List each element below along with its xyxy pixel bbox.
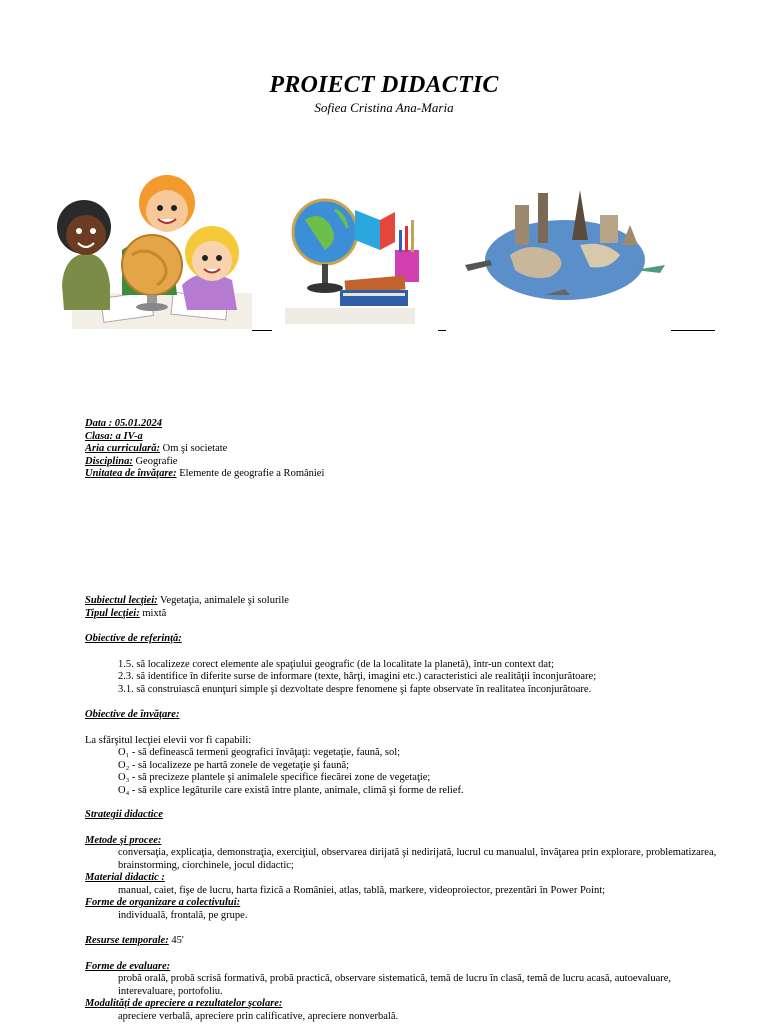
evaluation-forms-label: Forme de evaluare: [85, 960, 171, 972]
evaluation-forms-value: probă orală, probă scrisă formativă, probă practică, observare sistematică, temă de lucru în clasă, temă de lucru acasă, autoevaluare, interevaluare, portofoliu. [118, 973, 672, 997]
learning-objectives-intro: La sfârşitul lecţiei elevii vor fi capabili: [85, 734, 252, 746]
assessment-methods-value: apreciere verbală, apreciere prin calificative, apreciere nonverbală. [118, 1010, 399, 1022]
material-value: manual, caiet, fişe de lucru, harta fizică a României, atlas, tablă, markere, videoproiector, prezentări în Power Point; [118, 884, 606, 896]
reference-objective-item: 2.3. să identifice în diferite surse de informare (texte, hărţi, imagini etc.) caracteristici ale realităţii înconjurătoare; [118, 671, 597, 682]
curricular-area-label: Aria curriculară: [85, 443, 160, 454]
lesson-info-block [85, 418, 725, 481]
globe-books-supplies-illustration [285, 190, 435, 330]
lesson-type-label: Tipul lecţiei: [85, 607, 140, 619]
methods-label: Metode şi procee: [85, 834, 162, 846]
learning-objectives-heading: Obiective de învăţare: [85, 709, 180, 720]
author-name: Sofiea Cristina Ana-Maria [314, 100, 454, 115]
organization-forms-value: individuală, frontală, pe grupe. [118, 909, 248, 921]
document-title: PROIECT DIDACTIC [269, 72, 499, 98]
strategies-heading: Strategii didactice [85, 809, 163, 820]
children-with-globe-illustration [52, 165, 252, 330]
learning-unit-value: Elemente de geografie a României [176, 468, 325, 479]
organization-forms-label: Forme de organizare a colectivului: [85, 897, 241, 908]
reference-objective-item: 1.5. să localizeze corect elemente ale spaţiului geografic (de la localitate la planetă), într-un context dat; [118, 658, 554, 670]
learning-objective-item: O₄ - să explice legăturile care există între plante, animale, climă şi forme de relief. [118, 784, 464, 796]
reference-objectives-heading: Obiective de referinţă: [85, 633, 182, 644]
discipline-label: Disciplina: [85, 455, 133, 467]
curricular-area-value: Om şi societate [159, 443, 228, 454]
lesson-details-block [85, 595, 725, 797]
time-resources-value: 45' [168, 935, 184, 946]
learning-objective-item: O₂ - să localizeze pe hartă zonele de vegetaţie şi faună; [118, 759, 350, 771]
material-label: Material didactic : [85, 872, 165, 883]
learning-objective-item: O₁ - să definească termeni geografici învăţaţi: vegetaţie, faună, sol; [118, 747, 401, 758]
learning-objective-item: O₃ - să precizeze plantele şi animalele specifice fiecărei zone de vegetaţie; [118, 772, 431, 783]
learning-unit-label: Unitatea de învăţare: [85, 468, 177, 479]
methods-value: conversaţia, explicaţia, demonstraţia, exerciţiul, observarea dirijată şi nedirijată, lucrul cu manualul, învăţarea prin explorare, problematizarea, brainstorming, ciorchinele, jocul didactic; [118, 847, 717, 871]
class-field: Clasa: a IV-a [85, 430, 143, 442]
time-resources-label: Resurse temporale: [85, 935, 169, 946]
underline-rule [252, 330, 272, 331]
underline-rule [438, 330, 446, 331]
reference-objective-item: 3.1. să construiască enunţuri simple şi dezvoltate despre fenomene şi fapte observate în realitatea înconjurătoare. [118, 683, 592, 695]
world-landmarks-illustration [460, 185, 670, 310]
strategies-block [85, 809, 725, 1023]
underline-rule [671, 330, 715, 331]
lesson-subject-value: Vegetaţia, animalele şi solurile [157, 595, 289, 606]
lesson-subject-label: Subiectul lecţiei: [85, 595, 158, 606]
assessment-methods-label: Modalităţi de apreciere a rezultatelor şcolare: [85, 998, 283, 1009]
lesson-type-value: mixtă [139, 607, 167, 619]
date-field: Data : 05.01.2024 [85, 418, 162, 429]
discipline-value: Geografie [132, 455, 178, 467]
